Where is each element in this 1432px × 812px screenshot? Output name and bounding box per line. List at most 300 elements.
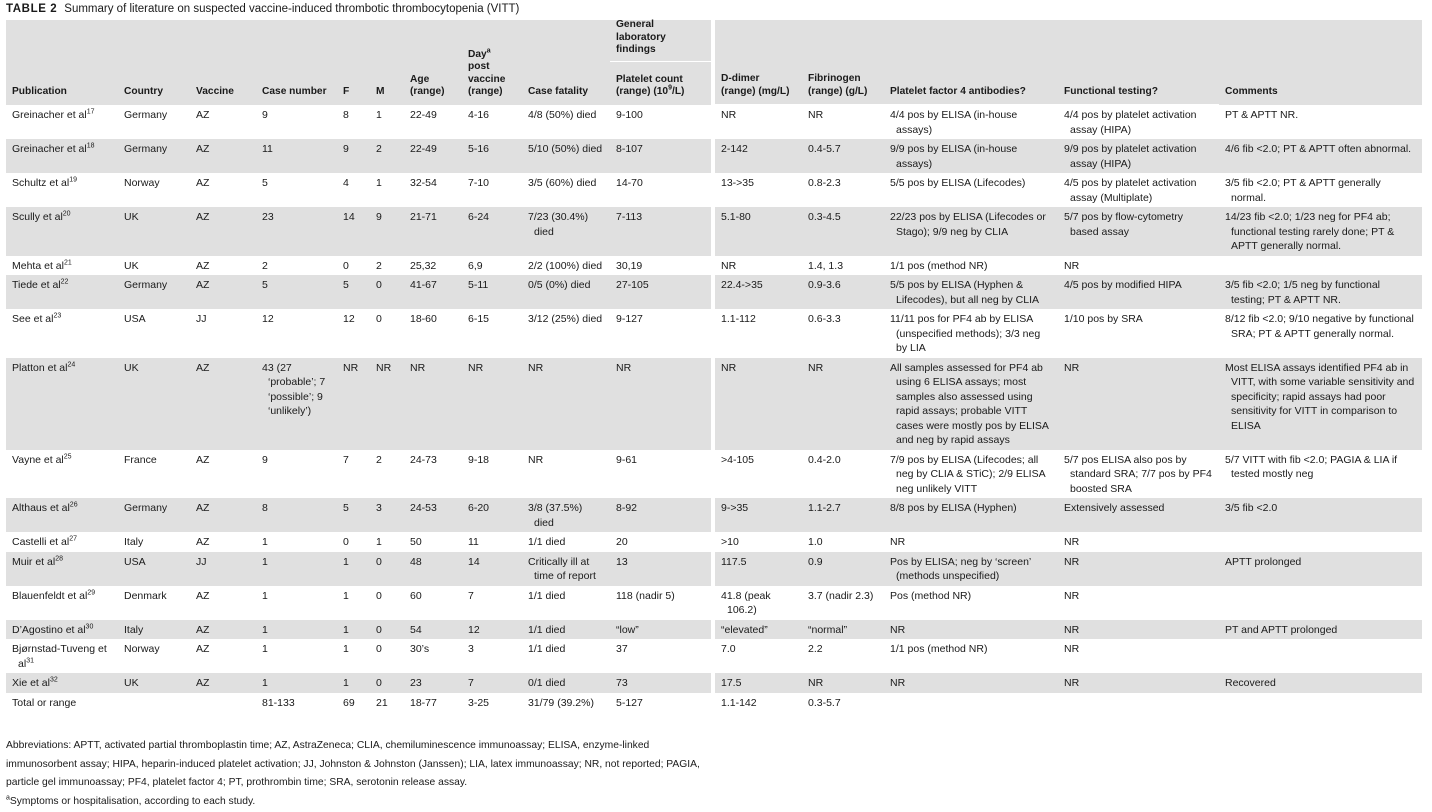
vaccine-cell: AZ: [190, 620, 256, 640]
table-row: [6, 139, 1422, 173]
ddimer-cell: NR: [721, 259, 737, 272]
reference-number: 23: [53, 312, 62, 320]
case-fatality-cell: 4/8 (50%) died: [528, 108, 597, 121]
comments-cell: 3/5 fib <2.0; 1/5 neg by functional testing; PT & APTT NR.: [1219, 275, 1422, 309]
country-cell: Germany: [118, 498, 190, 532]
pf4-antibodies-cell: NR: [890, 536, 906, 548]
col-header-day: [462, 20, 522, 105]
fibrinogen-cell: NR: [802, 358, 884, 450]
reference-number: 32: [49, 676, 58, 684]
platelet-count-cell: 9-61: [610, 450, 713, 499]
col-header-comments: Comments: [1219, 20, 1422, 105]
comments-cell: [1219, 639, 1422, 673]
reference-number: 29: [87, 589, 96, 596]
age-range-cell: 50: [410, 536, 422, 548]
comments-cell: 14/23 fib <2.0; 1/23 neg for PF4 ab; functional testing rarely done; PT & APTT generally normal.: [1219, 207, 1422, 256]
day-post-vaccine-cell: 6,9: [468, 259, 483, 272]
abbreviations-note: Abbreviations: APTT, activated partial thromboplastin time; AZ, AstraZeneca; CLIA, chemiluminescence immunoassay; ELISA, enzyme-linked immunosorbent assay; HIPA, heparin-induced platelet activation; JJ, Johnston & Johnston (Janssen); LIA, latex immunoassay; NR, not reported; PAGIA, particle gel immunoassay; PF4, platelet factor 4; PT, prothrombin time; SRA, serotonin release assay.: [6, 740, 700, 788]
fibrinogen-cell: 1.4, 1.3: [808, 259, 844, 272]
pf4-antibodies-cell: All samples assessed for PF4 ab using 6 ELISA assays; most samples also assessed using rapid assays; probable VITT cases were mostly pos by ELISA and neg by rapid assays: [884, 358, 1058, 450]
female-count-cell: NR: [337, 358, 370, 450]
case-number-cell: 12: [262, 313, 274, 325]
case-fatality-cell: 0/1 died: [522, 673, 610, 693]
platelet-count-cell: 9-100: [610, 105, 713, 140]
day-post-vaccine-cell: 6-24: [462, 207, 522, 256]
ddimer-cell: 1.1-112: [721, 313, 756, 325]
case-fatality-cell: 3/12 (25%) died: [528, 313, 603, 325]
table-row: [6, 173, 1422, 207]
comments-cell: APTT prolonged: [1219, 552, 1422, 586]
vaccine-cell: AZ: [196, 259, 210, 272]
publication-cell: [6, 693, 118, 713]
country-cell: UK: [118, 207, 190, 256]
ddimer-cell: >4-105: [721, 453, 754, 466]
vaccine-cell: AZ: [196, 589, 210, 602]
publication-cell: [6, 532, 118, 552]
age-range-cell: 32-54: [410, 177, 437, 189]
female-count-cell: 0: [343, 259, 349, 272]
comments-cell: 8/12 fib <2.0; 9/10 negative by functional SRA; PT & APTT generally normal.: [1225, 313, 1414, 340]
day-post-vaccine-cell: 7: [468, 589, 474, 602]
pf4-antibodies-cell: [884, 693, 1058, 713]
table-row: [6, 207, 1422, 256]
table-row: [6, 586, 1422, 620]
country-cell: UK: [118, 358, 190, 450]
table-title: Summary of literature on suspected vaccine-induced thrombotic thrombocytopenia (VITT): [64, 3, 520, 15]
table-row: [6, 693, 1422, 713]
country-cell: UK: [124, 259, 139, 272]
table-row: [6, 552, 1422, 586]
reference-number: 20: [62, 210, 71, 218]
day-post-vaccine-cell: 6-15: [468, 313, 490, 325]
comments-cell: PT and APTT prolonged: [1219, 620, 1422, 640]
reference-number: 22: [60, 278, 69, 286]
comments-cell: 4/6 fib <2.0; PT & APTT often abnormal.: [1219, 139, 1422, 173]
vaccine-cell: AZ: [190, 358, 256, 450]
platelet-count-cell: 73: [610, 673, 713, 693]
pf4-antibodies-cell: 9/9 pos by ELISA (in-house assays): [884, 139, 1058, 173]
vaccine-cell: AZ: [190, 673, 256, 693]
fibrinogen-cell: “normal”: [802, 620, 884, 640]
publication-cell: [6, 139, 118, 173]
case-number-cell: 9: [262, 453, 268, 466]
col-header-case-number: Case number: [256, 20, 337, 105]
table-footnotes: [6, 737, 706, 811]
age-range-cell: 22-49: [410, 108, 437, 121]
comments-cell: [1219, 693, 1422, 713]
vaccine-cell: AZ: [190, 498, 256, 532]
male-count-cell: 2: [370, 139, 404, 173]
pf4-antibodies-cell: 1/1 pos (method NR): [890, 643, 988, 655]
pf4-antibodies-cell: 5/5 pos by ELISA (Hyphen & Lifecodes), but all neg by CLIA: [884, 275, 1058, 309]
female-count-cell: 1: [343, 589, 349, 602]
age-range-cell: 18-60: [410, 313, 437, 325]
platelet-header-sup: 9: [668, 84, 672, 92]
case-fatality-cell: 3/8 (37.5%) died: [522, 498, 610, 532]
footnote-a-text: Symptoms or hospitalisation, according to each study.: [9, 795, 256, 807]
table-row: [6, 639, 1422, 673]
ddimer-cell: 7.0: [721, 643, 736, 655]
pf4-antibodies-cell: 11/11 pos for PF4 ab by ELISA (unspecified methods); 3/3 neg by LIA: [890, 313, 1041, 354]
case-number-cell: 2: [262, 259, 268, 272]
vaccine-cell: AZ: [196, 177, 210, 189]
fibrinogen-cell: NR: [808, 109, 824, 121]
male-count-cell: 2: [376, 453, 382, 466]
female-count-cell: 5: [337, 498, 370, 532]
vaccine-cell: AZ: [190, 139, 256, 173]
publication-cell: [6, 639, 118, 673]
country-cell: USA: [124, 313, 146, 325]
platelet-count-cell: “low”: [610, 620, 713, 640]
fibrinogen-cell: 2.2: [808, 643, 823, 655]
day-post-vaccine-cell: 3-25: [468, 696, 490, 709]
case-fatality-cell: 31/79 (39.2%): [528, 696, 594, 709]
functional-testing-cell: 4/4 pos by platelet activation assay (HIPA): [1064, 109, 1197, 136]
comments-cell: Most ELISA assays identified PF4 ab in VITT, with some variable sensitivity and specificity; rapid assays had poor sensitivity for VITT in comparison to ELISA: [1219, 358, 1422, 450]
publication-name: Mehta et al: [12, 259, 64, 272]
country-cell: Denmark: [124, 589, 167, 602]
functional-testing-cell: 5/7 pos ELISA also pos by standard SRA; 7/7 pos by PF4 boosted SRA: [1064, 453, 1212, 495]
col-header-functional: Functional testing?: [1058, 20, 1219, 105]
reference-number: 26: [69, 501, 78, 509]
female-count-cell: 1: [343, 643, 349, 655]
publication-name: See et al: [12, 313, 54, 325]
ddimer-cell: 41.8 (peak 106.2): [721, 589, 771, 616]
country-cell: Norway: [124, 643, 160, 655]
ddimer-cell: NR: [713, 358, 802, 450]
country-cell: USA: [118, 552, 190, 586]
table-row: [6, 620, 1422, 640]
day-post-vaccine-cell: 7: [462, 673, 522, 693]
platelet-count-cell: NR: [610, 358, 713, 450]
functional-testing-cell: NR: [1058, 552, 1219, 586]
day-post-vaccine-cell: 3: [468, 643, 474, 655]
platelet-count-cell: 7-113: [610, 207, 713, 256]
comments-cell: Recovered: [1219, 673, 1422, 693]
day-header-rest: post vaccine (range): [468, 61, 506, 97]
case-fatality-cell: 1/1 died: [528, 536, 566, 548]
functional-testing-cell: NR: [1064, 259, 1080, 272]
day-header-word: Day: [468, 48, 487, 60]
functional-testing-cell: 1/10 pos by SRA: [1064, 313, 1143, 325]
case-number-cell: 8: [256, 498, 337, 532]
fibrinogen-cell: 0.3-5.7: [808, 696, 841, 709]
country-cell: [118, 693, 190, 713]
reference-number: 17: [86, 108, 95, 115]
ddimer-cell: 117.5: [713, 552, 802, 586]
fibrinogen-cell: 0.6-3.3: [808, 313, 841, 325]
header-row: [6, 20, 1422, 105]
functional-testing-cell: Extensively assessed: [1058, 498, 1219, 532]
day-post-vaccine-cell: 5-16: [462, 139, 522, 173]
vaccine-cell: AZ: [196, 108, 210, 121]
reference-number: 24: [67, 361, 76, 368]
age-range-cell: 54: [404, 620, 462, 640]
case-number-cell: 1: [256, 620, 337, 640]
col-header-case-fatality: Case fatality: [522, 20, 610, 105]
platelet-count-cell: 30,19: [610, 256, 713, 276]
fibrinogen-cell: 1.1-2.7: [802, 498, 884, 532]
age-range-cell: 21-71: [404, 207, 462, 256]
platelet-count-cell: 8-92: [610, 498, 713, 532]
vaccine-cell: AZ: [196, 536, 210, 548]
pf4-antibodies-cell: Pos by ELISA; neg by ‘screen’ (methods unspecified): [884, 552, 1058, 586]
publication-name: Total or range: [12, 696, 77, 709]
functional-testing-cell: NR: [1058, 620, 1219, 640]
comments-cell: 3/5 fib <2.0: [1219, 498, 1422, 532]
case-number-cell: 11: [256, 139, 337, 173]
table-row: [6, 358, 1422, 450]
male-count-cell: 0: [370, 552, 404, 586]
col-header-ddimer: D-dimer (range) (mg/L): [713, 20, 802, 105]
male-count-cell: 0: [376, 589, 382, 602]
table-row: [6, 498, 1422, 532]
country-cell: Italy: [118, 620, 190, 640]
case-number-cell: 1: [256, 552, 337, 586]
publication-name: Tiede et al: [12, 279, 61, 291]
pf4-antibodies-cell: Pos (method NR): [890, 589, 972, 602]
functional-testing-cell: NR: [1058, 358, 1219, 450]
day-post-vaccine-cell: NR: [462, 358, 522, 450]
platelet-count-cell: 5-127: [610, 693, 713, 713]
comments-cell: PT & APTT NR.: [1225, 108, 1299, 121]
case-fatality-cell: NR: [528, 453, 544, 466]
functional-testing-cell: 4/5 pos by modified HIPA: [1058, 275, 1219, 309]
fibrinogen-cell: 0.9-3.6: [802, 275, 884, 309]
male-count-cell: 21: [376, 696, 388, 709]
age-range-cell: 41-67: [404, 275, 462, 309]
functional-testing-cell: 4/5 pos by platelet activation assay (Multiplate): [1064, 177, 1197, 204]
day-post-vaccine-cell: 11: [468, 536, 479, 548]
female-count-cell: 1: [337, 673, 370, 693]
age-range-cell: NR: [404, 358, 462, 450]
ddimer-cell: 9->35: [713, 498, 802, 532]
age-range-cell: 24-53: [404, 498, 462, 532]
functional-testing-cell: NR: [1058, 673, 1219, 693]
female-count-cell: 4: [343, 177, 349, 189]
pf4-antibodies-cell: NR: [884, 620, 1058, 640]
pf4-antibodies-cell: 22/23 pos by ELISA (Lifecodes or Stago); 9/9 neg by CLIA: [884, 207, 1058, 256]
publication-cell: [6, 673, 118, 693]
publication-name: Greinacher et al: [12, 108, 87, 121]
table-label: TABLE 2: [6, 3, 58, 15]
functional-testing-cell: 5/7 pos by flow-cytometry based assay: [1058, 207, 1219, 256]
comments-cell: [1219, 586, 1422, 620]
male-count-cell: 1: [376, 536, 382, 548]
publication-name: Bjørnstad-Tuveng et al: [12, 643, 107, 670]
case-fatality-cell: 3/5 (60%) died: [528, 177, 597, 189]
publication-name: Schultz et al: [12, 177, 70, 189]
reference-number: 27: [69, 535, 77, 543]
case-fatality-cell: Critically ill at time of report: [522, 552, 610, 586]
female-count-cell: 5: [337, 275, 370, 309]
ddimer-cell: 1.1-142: [721, 696, 757, 709]
reference-number: 18: [86, 142, 95, 150]
publication-name: Althaus et al: [12, 502, 70, 514]
platelet-count-cell: 13: [610, 552, 713, 586]
day-post-vaccine-cell: 4-16: [468, 108, 490, 121]
publication-cell: [6, 207, 118, 256]
comments-cell: 3/5 fib <2.0; PT & APTT generally normal.: [1225, 177, 1381, 204]
publication-name: Platton et al: [12, 361, 68, 374]
vaccine-cell: JJ: [190, 552, 256, 586]
vaccine-cell: JJ: [196, 313, 207, 325]
functional-testing-cell: NR: [1064, 643, 1080, 655]
table-caption: [6, 3, 519, 15]
publication-cell: [6, 105, 118, 140]
platelet-count-cell: 9-127: [610, 309, 713, 358]
fibrinogen-cell: 0.4-5.7: [802, 139, 884, 173]
col-header-vaccine: Vaccine: [190, 20, 256, 105]
publication-name: Xie et al: [12, 677, 50, 689]
col-header-platelet-group: [610, 20, 713, 105]
age-range-cell: 25,32: [410, 259, 437, 272]
comments-cell: [1219, 532, 1422, 552]
female-count-cell: 12: [343, 313, 355, 325]
case-number-cell: 81-133: [262, 696, 295, 709]
platelet-count-cell: 14-70: [610, 173, 713, 207]
table-row: [6, 532, 1422, 552]
reference-number: 30: [85, 623, 94, 630]
vaccine-cell: AZ: [190, 207, 256, 256]
col-header-publication: Publication: [6, 20, 118, 105]
male-count-cell: 2: [376, 259, 382, 272]
female-count-cell: 69: [343, 696, 355, 709]
case-number-cell: 1: [262, 589, 268, 602]
publication-cell: [6, 275, 118, 309]
female-count-cell: 8: [343, 108, 349, 121]
table-row: [6, 105, 1422, 140]
pf4-antibodies-cell: 4/4 pos by ELISA (in-house assays): [890, 109, 1018, 136]
male-count-cell: 3: [370, 498, 404, 532]
functional-testing-cell: 9/9 pos by platelet activation assay (HIPA): [1058, 139, 1219, 173]
case-fatality-cell: 0/5 (0%) died: [522, 275, 610, 309]
fibrinogen-cell: 0.3-4.5: [802, 207, 884, 256]
publication-cell: [6, 586, 118, 620]
day-post-vaccine-cell: 5-11: [462, 275, 522, 309]
fibrinogen-cell: 0.4-2.0: [808, 453, 841, 466]
case-number-cell: 1: [262, 536, 268, 548]
publication-name: Muir et al: [12, 555, 56, 568]
reference-number: 28: [55, 555, 63, 562]
male-count-cell: 0: [370, 673, 404, 693]
table-row: [6, 275, 1422, 309]
male-count-cell: 0: [376, 643, 382, 655]
platelet-header-b: /L): [672, 86, 685, 97]
vaccine-cell: [190, 693, 256, 713]
ddimer-cell: NR: [721, 109, 737, 121]
pf4-antibodies-cell: 5/5 pos by ELISA (Lifecodes): [890, 177, 1026, 189]
fibrinogen-cell: 0.9: [802, 552, 884, 586]
ddimer-cell: 22.4->35: [713, 275, 802, 309]
male-count-cell: 0: [376, 313, 382, 325]
female-count-cell: 1: [337, 552, 370, 586]
col-header-country: Country: [118, 20, 190, 105]
ddimer-cell: >10: [721, 536, 739, 548]
table-row: [6, 256, 1422, 276]
col-header-m: M: [370, 20, 404, 105]
male-count-cell: NR: [370, 358, 404, 450]
vaccine-cell: AZ: [196, 453, 210, 466]
male-count-cell: 1: [376, 108, 382, 121]
table-row: [6, 309, 1422, 358]
reference-number: 31: [26, 657, 34, 664]
country-cell: Germany: [118, 275, 190, 309]
day-post-vaccine-cell: 6-20: [462, 498, 522, 532]
reference-number: 25: [63, 453, 72, 460]
female-count-cell: 9: [337, 139, 370, 173]
case-number-cell: 23: [256, 207, 337, 256]
pf4-antibodies-cell: 1/1 pos (method NR): [890, 259, 988, 272]
footnote-a-mark: a: [6, 794, 10, 802]
male-count-cell: 9: [370, 207, 404, 256]
col-header-fibrinogen: Fibrinogen (range) (g/L): [802, 20, 884, 105]
publication-name: Scully et al: [12, 211, 63, 223]
case-fatality-cell: NR: [522, 358, 610, 450]
pf4-antibodies-cell: NR: [884, 673, 1058, 693]
day-post-vaccine-cell: 12: [462, 620, 522, 640]
female-count-cell: 0: [343, 536, 349, 548]
publication-cell: [6, 552, 118, 586]
age-range-cell: 18-77: [410, 696, 437, 709]
vaccine-cell: AZ: [190, 275, 256, 309]
case-fatality-cell: 7/23 (30.4%) died: [522, 207, 610, 256]
country-cell: UK: [118, 673, 190, 693]
platelet-count-cell: 118 (nadir 5): [610, 586, 713, 620]
case-number-cell: 1: [262, 643, 268, 655]
case-number-cell: 5: [256, 275, 337, 309]
platelet-count-cell: 37: [610, 639, 713, 673]
male-count-cell: 0: [370, 620, 404, 640]
age-range-cell: 30’s: [410, 643, 430, 655]
pf4-antibodies-cell: 7/9 pos by ELISA (Lifecodes; all neg by CLIA & STiC); 2/9 ELISA neg unlikely VITT: [890, 453, 1046, 495]
col-header-platelet: [610, 62, 711, 105]
functional-testing-cell: [1058, 693, 1219, 713]
day-footnote-mark: a: [486, 47, 491, 55]
publication-cell: [6, 498, 118, 532]
case-fatality-cell: 1/1 died: [528, 589, 566, 602]
day-post-vaccine-cell: 7-10: [468, 177, 490, 189]
age-range-cell: 24-73: [410, 453, 437, 466]
publication-cell: [6, 450, 118, 499]
age-range-cell: 23: [404, 673, 462, 693]
female-count-cell: 14: [337, 207, 370, 256]
male-count-cell: 0: [370, 275, 404, 309]
case-number-cell: 1: [256, 673, 337, 693]
country-cell: France: [124, 453, 157, 466]
col-header-age: Age (range): [404, 20, 462, 105]
female-count-cell: 7: [343, 453, 349, 466]
literature-table: [6, 20, 1422, 712]
female-count-cell: 1: [337, 620, 370, 640]
fibrinogen-cell: 0.8-2.3: [808, 177, 841, 189]
publication-name: Vayne et al: [12, 453, 64, 466]
country-cell: Norway: [124, 177, 160, 189]
comments-cell: 5/7 VITT with fib <2.0; PAGIA & LIA if tested mostly neg: [1225, 453, 1398, 480]
case-number-cell: 5: [262, 177, 268, 189]
comments-cell: [1219, 256, 1422, 276]
ddimer-cell: 13->35: [721, 177, 754, 189]
platelet-count-cell: 27-105: [610, 275, 713, 309]
case-number-cell: 43 (27 ‘probable’; 7 ‘possible’; 9 ‘unlikely’): [256, 358, 337, 450]
platelet-count-cell: 20: [610, 532, 713, 552]
publication-cell: [6, 309, 118, 358]
col-header-pf4: Platelet factor 4 antibodies?: [884, 20, 1058, 105]
country-cell: Germany: [124, 108, 168, 121]
country-cell: Italy: [124, 536, 144, 548]
publication-cell: [6, 358, 118, 450]
functional-testing-cell: NR: [1064, 589, 1080, 602]
